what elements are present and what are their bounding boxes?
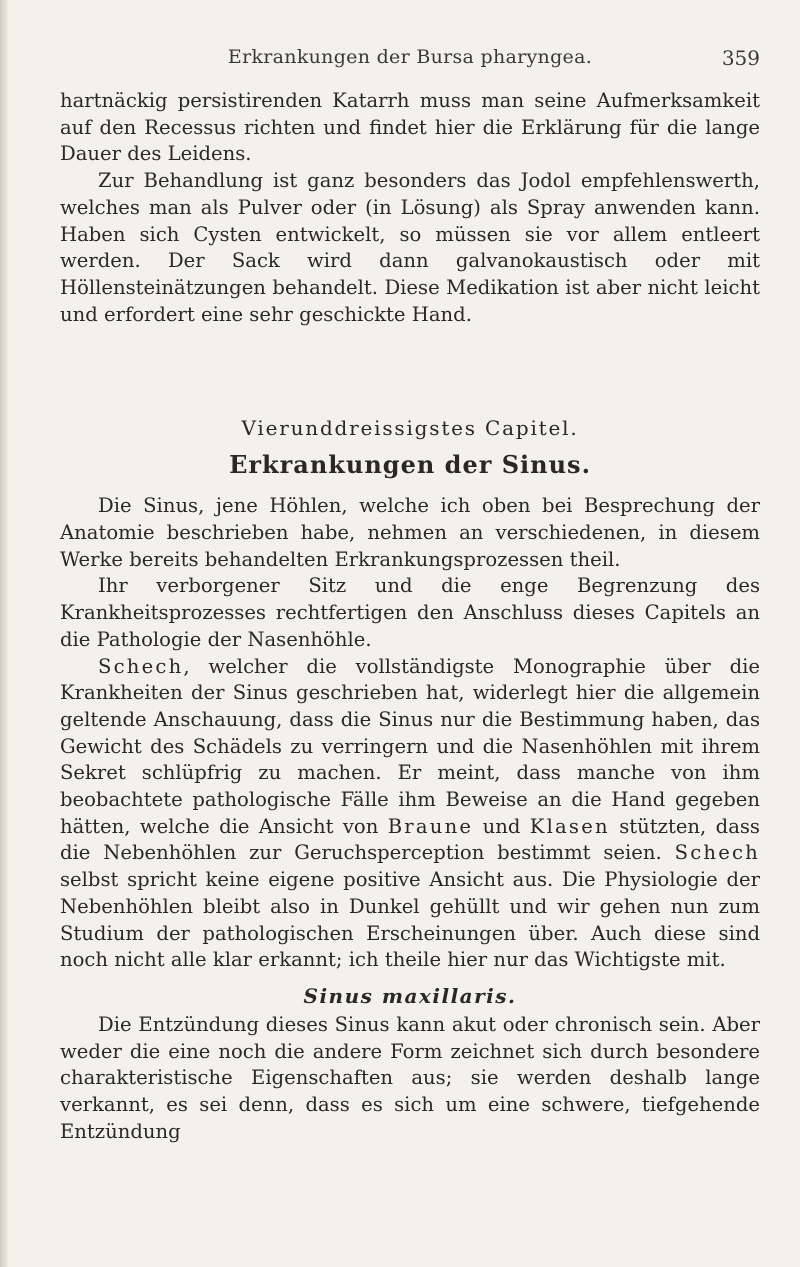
author-name-braune: Braune xyxy=(387,814,474,838)
body-text xyxy=(60,88,760,1146)
paragraph-text: und xyxy=(473,814,530,838)
author-name-schech: Schech xyxy=(98,654,184,678)
running-head xyxy=(60,46,760,74)
paragraph-text: stützten, dass die Nebenhöhlen zur Geruchsperception bestimmt seien. xyxy=(60,814,760,865)
section-title: Sinus maxillaris. xyxy=(303,983,517,1008)
chapter-paragraph-3 xyxy=(60,654,760,974)
book-page xyxy=(60,0,760,1267)
page-number: 359 xyxy=(721,46,760,70)
chapter-paragraph-1: Die Sinus, jene Höhlen, welche ich oben bei Besprechung der Anatomie beschrieben habe, nehmen an verschiedenen, in diesem Werke bereits behandelten Erkrankungsprozessen theil. xyxy=(60,494,760,571)
chapter-title: Erkrankungen der Sinus. xyxy=(229,450,591,480)
book-spine-shadow xyxy=(0,0,8,1267)
chapter-heading: Vierunddreissigstes Capitel. xyxy=(241,416,579,441)
paragraph-text: selbst spricht keine eigene positive Ansicht aus. Die Physiologie der Nebenhöhlen bleibt also in Dunkel gehüllt und wir gehen nun zum Studium der pathologischen Erscheinungen über. Auch diese sind noch nicht alle klar erkannt; ich theile hier nur das Wichtigste mit. xyxy=(60,868,760,972)
running-title: Erkrankungen der Bursa pharyngea. xyxy=(227,46,593,68)
author-name-klasen: Klasen xyxy=(529,814,610,838)
paragraph-text: , welcher die vollständigste Monographie über die Krankheiten der Sinus geschrieben hat, widerlegt hier die allgemein geltende Anschauung, dass die Sinus nur die Bestimmung haben, das Gewicht des Schädels zu verringern und die Nasenhöhlen mit ihrem Sekret schlüpfrig zu machen. Er meint, dass manche von ihm beobachtete pathologische Fälle ihm Beweise an die Hand gegeben hätten, welche die Ansicht von xyxy=(60,654,760,838)
section-paragraph-1: Die Entzündung dieses Sinus kann akut oder chronisch sein. Aber weder die eine noch die andere Form zeichnet sich durch besondere charakteristische Eigenschaften aus; sie werden deshalb lange verkannt, es sei denn, dass es sich um eine schwere, tiefgehende Entzündung xyxy=(60,1012,760,1143)
chapter-paragraph-2: Ihr verborgener Sitz und die enge Begrenzung des Krankheitsprozesses rechtfertigen den Anschluss dieses Capitels an die Pathologie der Nasenhöhle. xyxy=(60,574,760,651)
intro-paragraph-2: Zur Behandlung ist ganz besonders das Jodol empfehlenswerth, welches man als Pulver oder (in Lösung) als Spray anwenden kann. Haben sich Cysten entwickelt, so müssen sie vor allem entleert werden. Der Sack wird dann galvanokaustisch oder mit Höllensteinätzungen behandelt. Diese Medikation ist aber nicht leicht und erfordert eine sehr geschickte Hand. xyxy=(60,169,760,326)
intro-paragraph-1: hartnäckig persistirenden Katarrh muss man seine Aufmerksamkeit auf den Recessus richten und findet hier die Erklärung für die lange Dauer des Leidens. xyxy=(60,89,760,166)
author-name-schech: Schech xyxy=(674,841,760,865)
